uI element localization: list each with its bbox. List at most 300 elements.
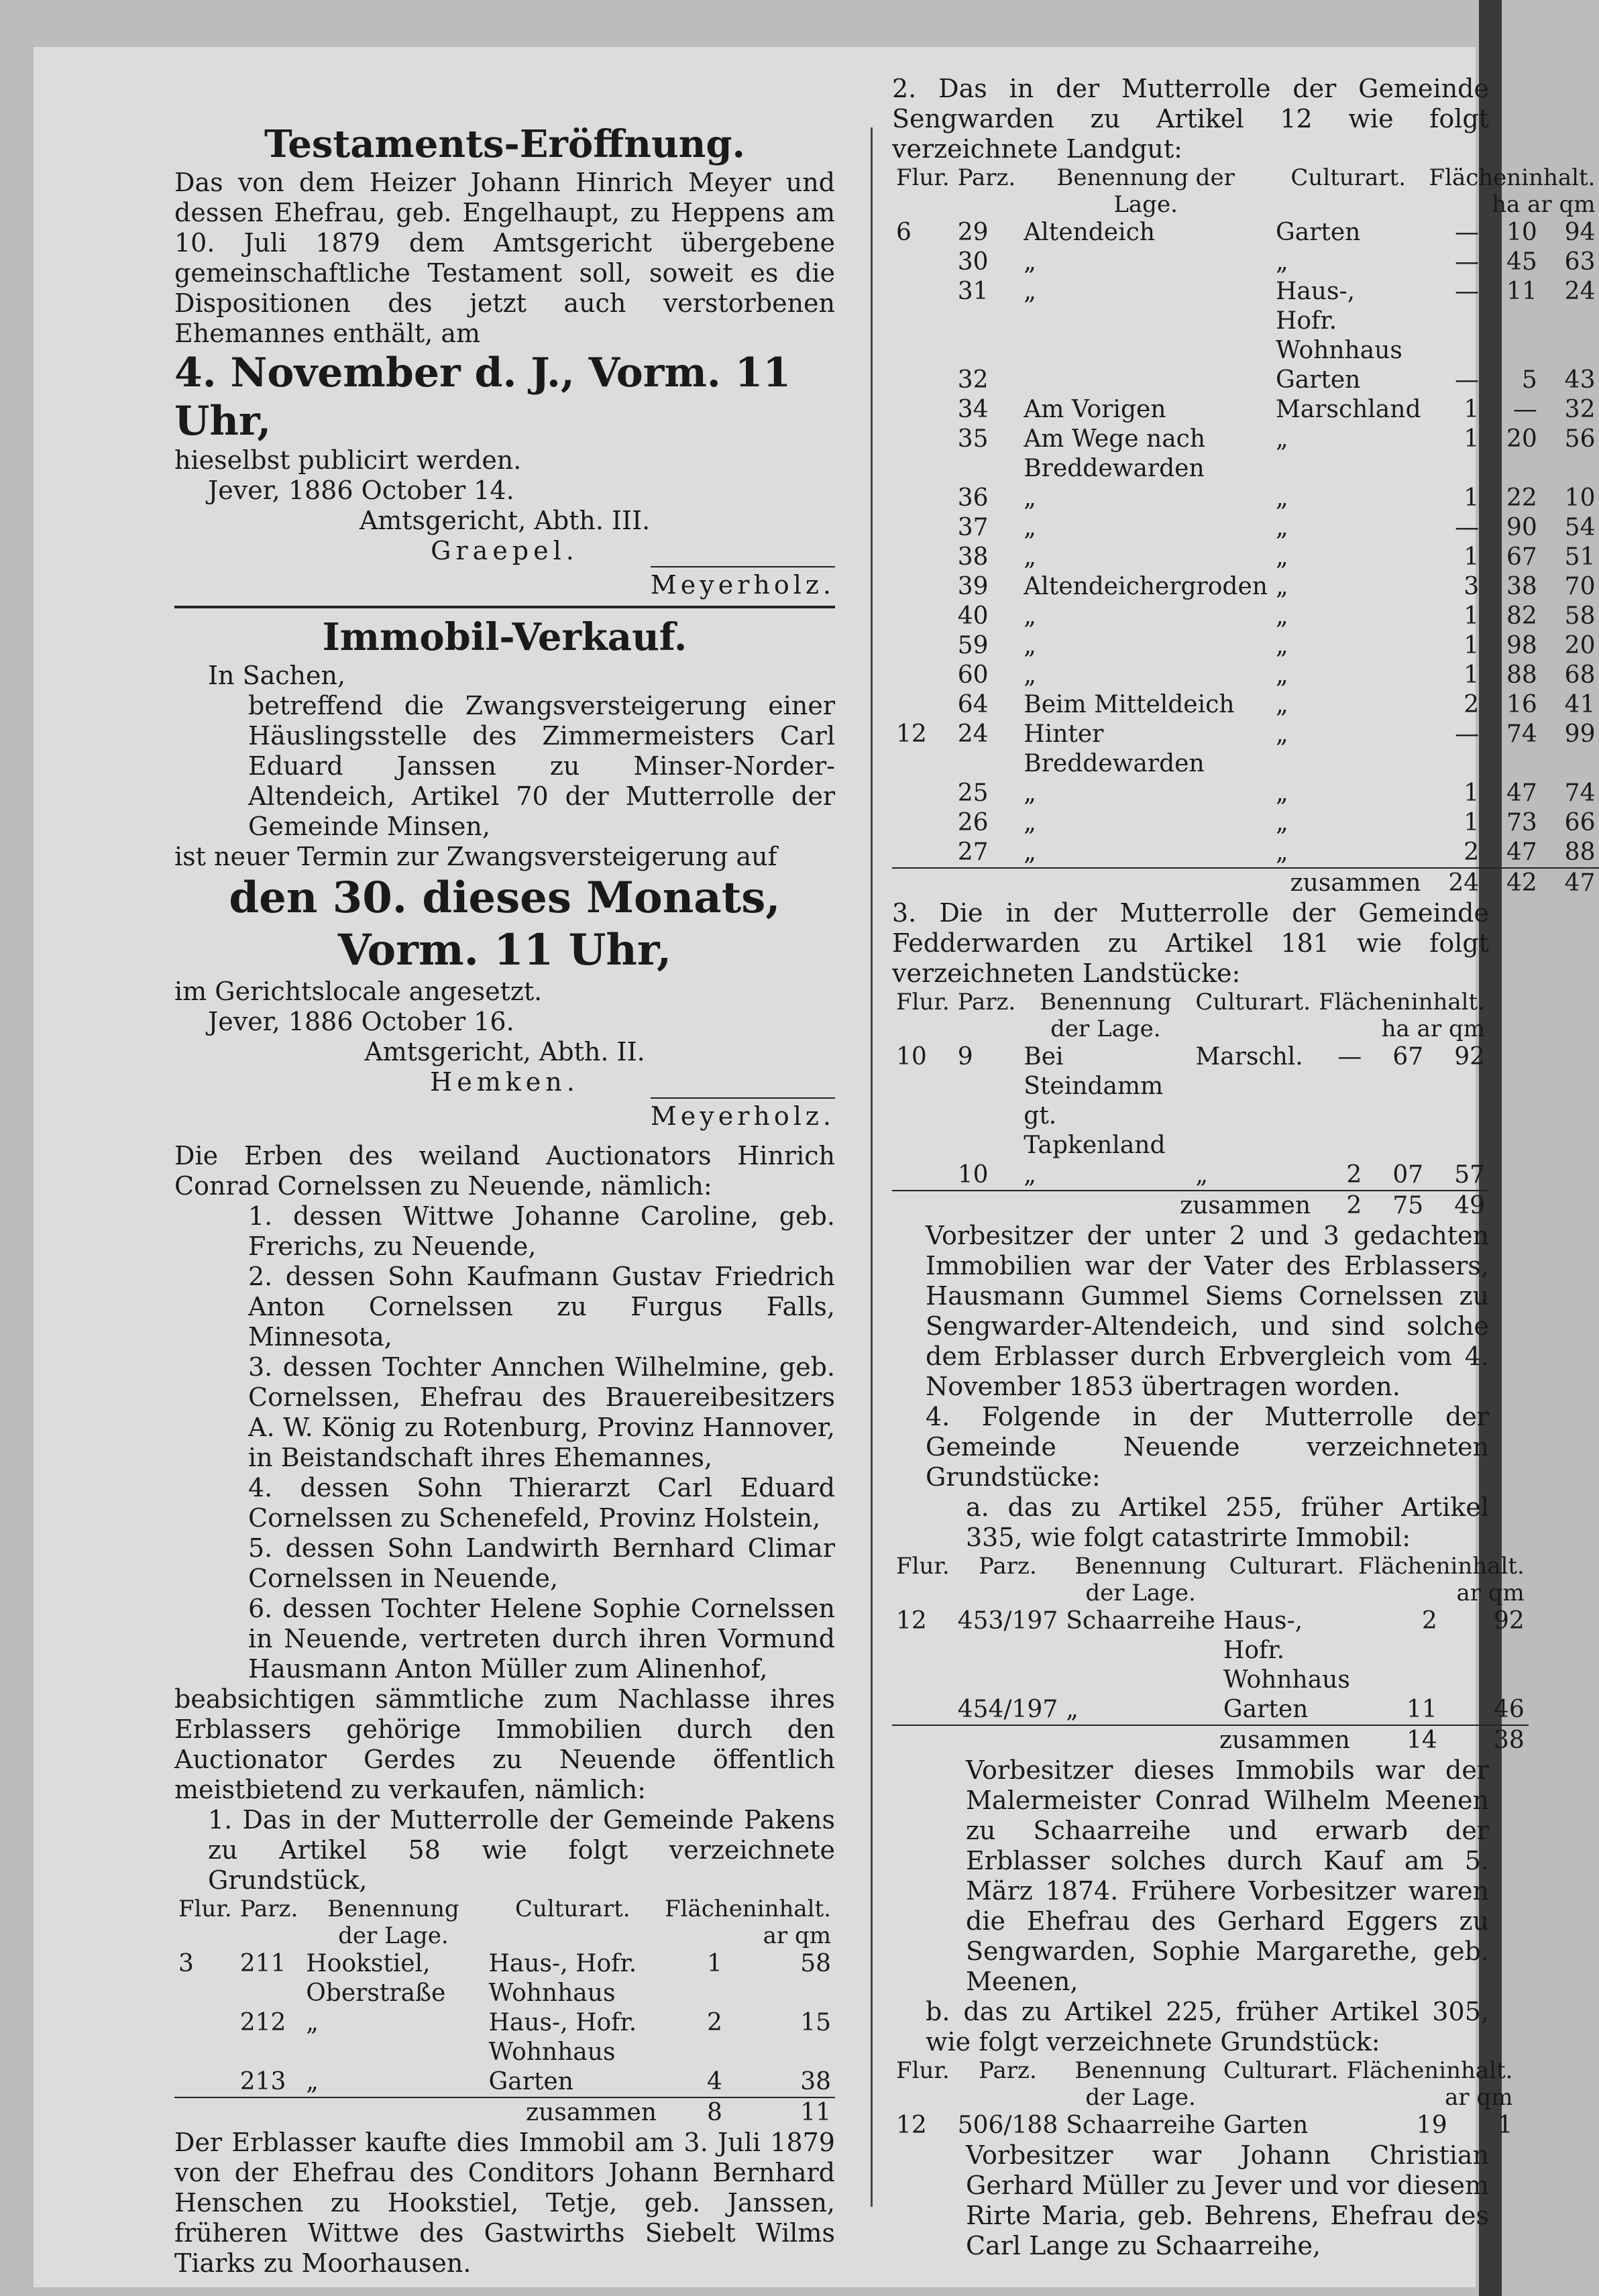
table-cell: „ xyxy=(1275,809,1288,836)
header-unit-qm: qm xyxy=(1488,1580,1525,1606)
header-unit-qm: qm xyxy=(1476,2084,1513,2111)
total-cell: 47 xyxy=(1541,868,1599,898)
section-body: Das von dem Heizer Johann Hinrich Meyer und dessen Ehefrau, geb. Engelhaupt, zu Heppens am 10. Juli 1879 dem Amtsgericht übergebene gemeinschaftliche Testament soll, soweit es die Dispositionen des jetzt auch verstorbenen Ehemannes enthält, am xyxy=(174,168,835,348)
header-flur: Flur. xyxy=(896,164,950,191)
section-text: ist neuer Termin zur Zwangsversteigerung auf xyxy=(174,842,777,871)
table-cell: Altendeichergroden xyxy=(1024,573,1268,600)
table-cell: 11 xyxy=(1506,278,1537,305)
header-unit-qm: qm xyxy=(1448,1016,1485,1042)
table-cell: 15 xyxy=(800,2009,831,2036)
table-row xyxy=(892,1042,1489,1160)
total-cell: 49 xyxy=(1427,1191,1489,1221)
header-unit-qm: qm xyxy=(1559,191,1596,218)
table-cell: 22 xyxy=(1506,484,1537,512)
table-cell: 1 xyxy=(1497,2112,1513,2139)
column-divider xyxy=(871,127,873,2207)
header-parz: Parz. xyxy=(957,164,1016,191)
table-cell: „ xyxy=(1024,809,1036,836)
table-cell: 51 xyxy=(1564,543,1596,571)
table-cell: 98 xyxy=(1506,632,1537,659)
parcel-table xyxy=(892,1553,1529,1755)
table-cell: „ xyxy=(1275,691,1288,718)
section-body: 1. Das in der Mutterrolle der Gemeinde Pakens zu Artikel 58 wie folgt verzeichnete Grundstück, xyxy=(208,1805,835,1895)
table-cell: 19 xyxy=(1416,2112,1447,2139)
table-row xyxy=(892,808,1599,838)
table-cell: 2 xyxy=(1464,838,1480,866)
table-cell: Garten xyxy=(1275,219,1361,246)
table-cell: „ xyxy=(1275,573,1288,600)
table-cell: 58 xyxy=(800,1950,831,1977)
table-header xyxy=(892,1553,1529,1606)
table-cell: 1 xyxy=(1464,484,1480,512)
table-cell xyxy=(1019,366,1272,395)
table-cell xyxy=(892,1695,954,1725)
header-flur: Flur. xyxy=(896,989,950,1016)
total-label: zusammen xyxy=(892,1725,1354,1755)
table-cell: Haus-, Hofr. Wohnhaus xyxy=(488,1950,637,2007)
table-body xyxy=(174,1949,835,2097)
table-cell: — xyxy=(1455,278,1480,305)
table-cell: Marschl. xyxy=(1195,1043,1303,1071)
table-cell: „ xyxy=(1024,248,1036,276)
table-cell: 213 xyxy=(239,2068,286,2095)
header-lage: Benennung der Lage. xyxy=(1074,2057,1207,2111)
table-cell: — xyxy=(1455,514,1480,541)
table-cell: „ xyxy=(1275,514,1288,541)
list-item: 3. dessen Tochter Annchen Wilhelmine, geb. Cornelssen, Ehefrau des Brauereibesitzers A. W. König zu Rotenburg, Provinz Hannover, in Beistandschaft ihres Ehemannes, xyxy=(248,1352,835,1472)
table-cell: 74 xyxy=(1506,720,1537,748)
table-header xyxy=(892,2057,1517,2111)
header-parz: Parz. xyxy=(957,989,1016,1016)
table-cell xyxy=(892,543,954,572)
section-text: hieselbst publicirt werden. xyxy=(174,445,522,475)
table-cell: 1 xyxy=(1464,809,1480,836)
table-cell: 90 xyxy=(1506,514,1537,541)
table-cell: „ xyxy=(1024,543,1036,571)
right-column xyxy=(892,74,1596,2261)
table-cell: 212 xyxy=(239,2009,286,2036)
table-cell: 57 xyxy=(1454,1161,1485,1189)
total-cell: 2 xyxy=(1315,1191,1366,1221)
table-body xyxy=(892,2111,1517,2140)
table-total-row xyxy=(174,2097,835,2128)
table-cell: 2 xyxy=(706,2009,722,2036)
table-cell: 3 xyxy=(178,1950,194,1977)
table-cell: 12 xyxy=(896,2112,927,2139)
table-cell: 24 xyxy=(1564,278,1596,305)
table-cell: „ xyxy=(1024,514,1036,541)
table-cell: „ xyxy=(1275,484,1288,512)
signature-line xyxy=(174,1097,835,1132)
table-row xyxy=(892,218,1599,248)
table-cell: 1 xyxy=(1464,779,1480,807)
table-cell: „ xyxy=(1275,661,1288,689)
table-cell: Beim Mitteldeich xyxy=(1024,691,1235,718)
table-cell: Schaarreihe xyxy=(1066,2112,1215,2139)
judge-name: Graepel. xyxy=(431,536,579,565)
table-row xyxy=(892,661,1599,690)
header-flaeche xyxy=(1425,164,1599,218)
table-cell: Bei Steindamm gt. Tapkenland xyxy=(1024,1043,1166,1159)
table-cell: „ xyxy=(1024,278,1036,305)
table-cell: 10 xyxy=(1564,484,1596,512)
header-unit-ar: ar xyxy=(1445,2084,1470,2111)
section-body: Vorbesitzer dieses Immobils war der Malermeister Conrad Wilhelm Meenen zu Schaarreihe und erwarb der Erblasser solches durch Kauf am 5. März 1874. Frühere Vorbesitzer waren die Ehefrau des Gerhard Eggers zu Sengwarden, Sophie Margarethe, geb. Meenen, xyxy=(966,1755,1489,1996)
section-rule xyxy=(174,606,835,608)
table-cell: „ xyxy=(1024,838,1036,866)
header-unit-qm: qm xyxy=(794,1922,831,1949)
table-row xyxy=(892,277,1599,366)
table-cell xyxy=(892,690,954,720)
header-flur: Flur. xyxy=(896,1553,950,1580)
header-lage: Benennung der Lage. xyxy=(1056,164,1235,218)
table-row xyxy=(892,779,1599,808)
table-cell xyxy=(174,2008,236,2067)
table-cell: 29 xyxy=(957,219,989,246)
header-flur: Flur. xyxy=(178,1896,232,1922)
table-cell: 3 xyxy=(1464,573,1480,600)
date-announcement: 4. November d. J., Vorm. 11 Uhr, xyxy=(174,349,791,445)
section-body: 3. Die in der Mutterrolle der Gemeinde Fedderwarden zu Artikel 181 wie folgt verzeichneten Landstücke: xyxy=(892,898,1489,988)
table-cell: — xyxy=(1337,1043,1362,1071)
table-cell: 59 xyxy=(957,632,989,659)
table-cell: 67 xyxy=(1506,543,1537,571)
table-cell: 54 xyxy=(1564,514,1596,541)
table-cell xyxy=(892,572,954,602)
table-cell: — xyxy=(1455,219,1480,246)
header-flaeche xyxy=(1343,2057,1517,2111)
table-cell: „ xyxy=(1275,248,1288,276)
table-header xyxy=(174,1896,835,1949)
table-cell: 88 xyxy=(1506,661,1537,689)
header-flaeche-label: Flächeninhalt. xyxy=(1319,989,1485,1016)
header-unit-ha: ha xyxy=(1492,191,1521,218)
list-item: 6. dessen Tochter Helene Sophie Cornelssen in Neuende, vertreten durch ihren Vormund Hausmann Anton Müller zum Alinenhof, xyxy=(248,1594,835,1684)
list-item: 4. dessen Sohn Thierarzt Carl Eduard Cornelssen zu Schenefeld, Provinz Holstein, xyxy=(248,1473,835,1533)
place-date: Jever, 1886 October 16. xyxy=(208,1007,514,1036)
section-body: a. das zu Artikel 255, früher Artikel 335, wie folgt catastrirte Immobil: xyxy=(966,1492,1489,1552)
table-cell xyxy=(892,1160,954,1191)
table-cell: 73 xyxy=(1506,809,1537,836)
table-cell: 37 xyxy=(957,514,989,541)
header-culturart: Culturart. xyxy=(514,1896,630,1922)
table-body xyxy=(892,1606,1529,1725)
table-cell: 92 xyxy=(1454,1043,1485,1071)
total-label: zusammen xyxy=(892,868,1425,898)
header-lage: Benennung der Lage. xyxy=(327,1896,459,1949)
table-row xyxy=(892,838,1599,868)
left-column xyxy=(174,74,835,2279)
header-flaeche xyxy=(1315,989,1489,1042)
table-cell: „ xyxy=(1066,1696,1079,1723)
table-cell: 20 xyxy=(1506,425,1537,453)
table-cell: „ xyxy=(306,2068,319,2095)
header-flaeche-label: Flächeninhalt. xyxy=(1358,1553,1525,1580)
header-culturart: Culturart. xyxy=(1290,164,1407,191)
table-cell xyxy=(892,366,954,395)
table-row xyxy=(892,631,1599,661)
table-row xyxy=(892,366,1599,395)
table-row xyxy=(892,425,1599,484)
table-cell: Garten xyxy=(1223,2112,1309,2139)
table-cell: 5 xyxy=(1521,366,1537,394)
parcel-table xyxy=(892,989,1489,1221)
table-cell: 47 xyxy=(1506,779,1537,807)
signature: Meyerholz. xyxy=(651,566,835,600)
table-cell: — xyxy=(1512,396,1537,423)
table-cell: 82 xyxy=(1506,602,1537,630)
table-cell: „ xyxy=(1275,602,1288,630)
table-cell: Schaarreihe xyxy=(1066,1607,1215,1635)
table-cell: 2 xyxy=(1464,691,1480,718)
table-cell: 94 xyxy=(1564,219,1596,246)
table-total-row xyxy=(892,1725,1529,1755)
table-cell: 1 xyxy=(1464,543,1480,571)
table-cell: 58 xyxy=(1564,602,1596,630)
table-cell: 9 xyxy=(957,1043,973,1071)
table-cell: 11 xyxy=(1407,1696,1437,1723)
table-row xyxy=(892,1606,1529,1695)
table-cell: 25 xyxy=(957,779,989,807)
section-body: betreffend die Zwangsversteigerung einer Häuslingsstelle des Zimmermeisters Carl Eduard Janssen zu Minser-Norder-Altendeich, Artikel 70 der Mutterrolle der Gemeinde Minsen, xyxy=(248,691,835,841)
table-body xyxy=(892,1042,1489,1191)
table-cell: 10 xyxy=(1506,219,1537,246)
header-culturart: Culturart. xyxy=(1195,989,1311,1016)
header-parz: Parz. xyxy=(239,1896,298,1922)
table-cell xyxy=(892,484,954,513)
table-cell: 45 xyxy=(1506,248,1537,276)
table-cell: 31 xyxy=(957,278,989,305)
section-title: Immobil-Verkauf. xyxy=(322,615,687,659)
table-cell: 64 xyxy=(957,691,989,718)
table-cell: Marschland xyxy=(1275,396,1421,423)
table-cell: „ xyxy=(1024,661,1036,689)
table-cell: 70 xyxy=(1564,573,1596,600)
header-lage: Benennung der Lage. xyxy=(1040,989,1172,1042)
table-cell: 66 xyxy=(1564,809,1596,836)
table-cell: 38 xyxy=(957,543,989,571)
table-cell: „ xyxy=(306,2009,319,2036)
header-flaeche-label: Flächeninhalt. xyxy=(665,1896,831,1922)
judge-name: Hemken. xyxy=(430,1067,580,1097)
total-cell: 8 xyxy=(661,2097,726,2128)
table-cell: 47 xyxy=(1506,838,1537,866)
list-item: 2. dessen Sohn Kaufmann Gustav Friedrich Anton Cornelssen zu Furgus Falls, Minnesota, xyxy=(248,1262,835,1352)
table-cell: — xyxy=(1455,248,1480,276)
table-cell xyxy=(892,661,954,690)
table-cell: 6 xyxy=(896,219,912,246)
table-cell: „ xyxy=(1275,779,1288,807)
table-header xyxy=(892,989,1489,1042)
table-cell: „ xyxy=(1275,425,1288,453)
table-cell: 211 xyxy=(239,1950,286,1977)
section-body: b. das zu Artikel 225, früher Artikel 305, wie folgt verzeichnete Grundstück: xyxy=(926,1997,1489,2057)
table-cell: Garten xyxy=(1223,1696,1309,1723)
table-cell: 1 xyxy=(1464,661,1480,689)
table-cell: 506/188 xyxy=(957,2112,1058,2139)
list-item: 1. dessen Wittwe Johanne Caroline, geb. Frerichs, zu Neuende, xyxy=(248,1201,835,1261)
section-text: im Gerichtslocale angesetzt. xyxy=(174,977,543,1006)
table-cell: „ xyxy=(1024,632,1036,659)
section-body: 4. Folgende in der Mutterrolle der Gemeinde Neuende verzeichneten Grundstücke: xyxy=(926,1402,1489,1492)
table-cell: 39 xyxy=(957,573,989,600)
table-cell: „ xyxy=(1275,632,1288,659)
total-label: zusammen xyxy=(174,2097,661,2128)
section-body: Der Erblasser kaufte dies Immobil am 3. Juli 1879 von der Ehefrau des Conditors Johann Bernhard Henschen zu Hookstiel, Tetje, geb. Janssen, früheren Wittwe des Gastwirths Siebelt Wilms Tiarks zu Moorhausen. xyxy=(174,2128,835,2278)
table-cell xyxy=(892,779,954,808)
total-cell: 75 xyxy=(1366,1191,1427,1221)
table-cell: 2 xyxy=(1421,1607,1437,1635)
table-cell xyxy=(892,808,954,838)
table-row xyxy=(892,572,1599,602)
header-unit-ar: ar xyxy=(1417,1016,1442,1042)
court-name: Amtsgericht, Abth. II. xyxy=(364,1037,645,1067)
table-cell: Am Vorigen xyxy=(1024,396,1166,423)
table-cell: 30 xyxy=(957,248,989,276)
heir-list xyxy=(174,1201,835,1684)
table-cell: Garten xyxy=(488,2068,573,2095)
table-cell: „ xyxy=(1024,1161,1036,1189)
table-row xyxy=(892,602,1599,631)
table-cell: „ xyxy=(1275,543,1288,571)
table-cell: 453/197 xyxy=(957,1607,1058,1635)
table-cell: Haus-, Hofr. Wohnhaus xyxy=(1275,278,1402,364)
header-flaeche-label: Flächeninhalt. xyxy=(1346,2057,1513,2084)
table-cell: — xyxy=(1455,720,1480,748)
parcel-table xyxy=(892,164,1599,898)
table-total-row xyxy=(892,868,1599,898)
table-cell: 10 xyxy=(957,1161,989,1189)
header-parz: Parz. xyxy=(979,1553,1037,1580)
table-cell: 99 xyxy=(1564,720,1596,748)
table-cell: 67 xyxy=(1392,1043,1424,1071)
table-cell: 56 xyxy=(1564,425,1596,453)
place-date: Jever, 1886 October 14. xyxy=(208,476,514,505)
table-cell: 43 xyxy=(1564,366,1596,394)
table-cell: 35 xyxy=(957,425,989,453)
table-cell: 1 xyxy=(1464,602,1480,630)
total-cell: 24 xyxy=(1425,868,1484,898)
table-cell: 41 xyxy=(1564,691,1596,718)
table-cell: 92 xyxy=(1494,1607,1525,1635)
header-unit-ar: ar xyxy=(763,1922,788,1949)
total-label: zusammen xyxy=(892,1191,1315,1221)
table-cell xyxy=(892,395,954,425)
table-cell: 4 xyxy=(706,2068,722,2095)
table-cell: 34 xyxy=(957,396,989,423)
table-cell: 63 xyxy=(1564,248,1596,276)
table-cell: 38 xyxy=(800,2068,831,2095)
table-cell: 27 xyxy=(957,838,989,866)
table-row xyxy=(892,248,1599,277)
table-cell: 454/197 xyxy=(957,1696,1058,1723)
table-cell: 74 xyxy=(1564,779,1596,807)
time-announcement: Vorm. 11 Uhr, xyxy=(337,925,672,975)
signature-line xyxy=(174,566,835,600)
signature: Meyerholz. xyxy=(651,1097,835,1132)
header-unit-ar: ar xyxy=(1527,191,1552,218)
header-flur: Flur. xyxy=(896,2057,950,2084)
table-cell: 20 xyxy=(1564,632,1596,659)
table-row xyxy=(892,395,1599,425)
table-cell: 46 xyxy=(1494,1696,1525,1723)
table-cell xyxy=(174,2067,236,2097)
section-body: Die Erben des weiland Auctionators Hinrich Conrad Cornelssen zu Neuende, nämlich: xyxy=(174,1141,835,1201)
table-cell xyxy=(892,277,954,366)
header-culturart: Culturart. xyxy=(1229,1553,1345,1580)
section-body: Vorbesitzer war Johann Christian Gerhard Müller zu Jever und vor diesem Rirte Maria, geb. Behrens, Ehefrau des Carl Lange zu Schaarreihe, xyxy=(966,2140,1489,2260)
list-item: 5. dessen Sohn Landwirth Bernhard Climar Cornelssen in Neuende, xyxy=(248,1533,835,1593)
table-cell: 40 xyxy=(957,602,989,630)
table-row xyxy=(892,690,1599,720)
section-title: Testaments-Eröffnung. xyxy=(264,122,746,166)
court-name: Amtsgericht, Abth. III. xyxy=(359,506,651,535)
table-cell xyxy=(892,631,954,661)
header-flaeche-label: Flächeninhalt. xyxy=(1429,164,1596,191)
table-cell: 1 xyxy=(1464,425,1480,453)
table-cell: Hookstiel, Oberstraße xyxy=(306,1950,446,2007)
total-cell: 42 xyxy=(1483,868,1541,898)
table-cell xyxy=(892,425,954,484)
table-cell: 16 xyxy=(1506,691,1537,718)
table-row xyxy=(892,543,1599,572)
table-cell: 1 xyxy=(1464,396,1480,423)
table-cell: Garten xyxy=(1275,366,1361,394)
table-cell: 12 xyxy=(896,720,927,748)
table-cell: 36 xyxy=(957,484,989,512)
table-row xyxy=(892,513,1599,543)
total-cell: 38 xyxy=(1441,1725,1529,1755)
table-cell: „ xyxy=(1024,602,1036,630)
table-cell xyxy=(892,838,954,868)
table-cell xyxy=(892,513,954,543)
table-cell: 32 xyxy=(1564,396,1596,423)
table-cell: „ xyxy=(1275,838,1288,866)
table-cell: 1 xyxy=(706,1950,722,1977)
table-cell: Haus-, Hofr. Wohnhaus xyxy=(1223,1607,1350,1694)
table-cell: 38 xyxy=(1506,573,1537,600)
total-cell: 14 xyxy=(1354,1725,1441,1755)
table-cell: Altendeich xyxy=(1024,219,1155,246)
table-body xyxy=(892,218,1599,868)
table-cell: 68 xyxy=(1564,661,1596,689)
table-cell: 32 xyxy=(957,366,989,394)
parcel-table xyxy=(174,1896,835,2128)
table-row xyxy=(892,720,1599,779)
header-flaeche xyxy=(1354,1553,1529,1606)
section-body: beabsichtigen sämmtliche zum Nachlasse ihres Erblassers gehörige Immobilien durch den Auctionator Gerdes zu Neuende öffentlich meistbietend zu verkaufen, nämlich: xyxy=(174,1684,835,1804)
table-row xyxy=(892,1160,1489,1191)
table-row xyxy=(174,2067,835,2097)
table-cell: Hinter Breddewarden xyxy=(1024,720,1205,777)
table-row xyxy=(174,2008,835,2067)
table-cell: „ xyxy=(1024,484,1036,512)
table-row xyxy=(892,1695,1529,1725)
table-cell: 24 xyxy=(957,720,989,748)
parcel-table xyxy=(892,2057,1517,2140)
table-cell: 07 xyxy=(1392,1161,1424,1189)
table-cell xyxy=(892,248,954,277)
total-cell: 11 xyxy=(726,2097,835,2128)
table-cell: — xyxy=(1455,366,1480,394)
table-cell xyxy=(892,602,954,631)
header-unit-ha: ha xyxy=(1381,1016,1410,1042)
date-announcement: den 30. dieses Monats, xyxy=(229,873,781,923)
table-row xyxy=(174,1949,835,2008)
table-cell: Am Wege nach Breddewarden xyxy=(1024,425,1206,482)
table-cell: 10 xyxy=(896,1043,927,1071)
section-text: In Sachen, xyxy=(208,661,346,690)
